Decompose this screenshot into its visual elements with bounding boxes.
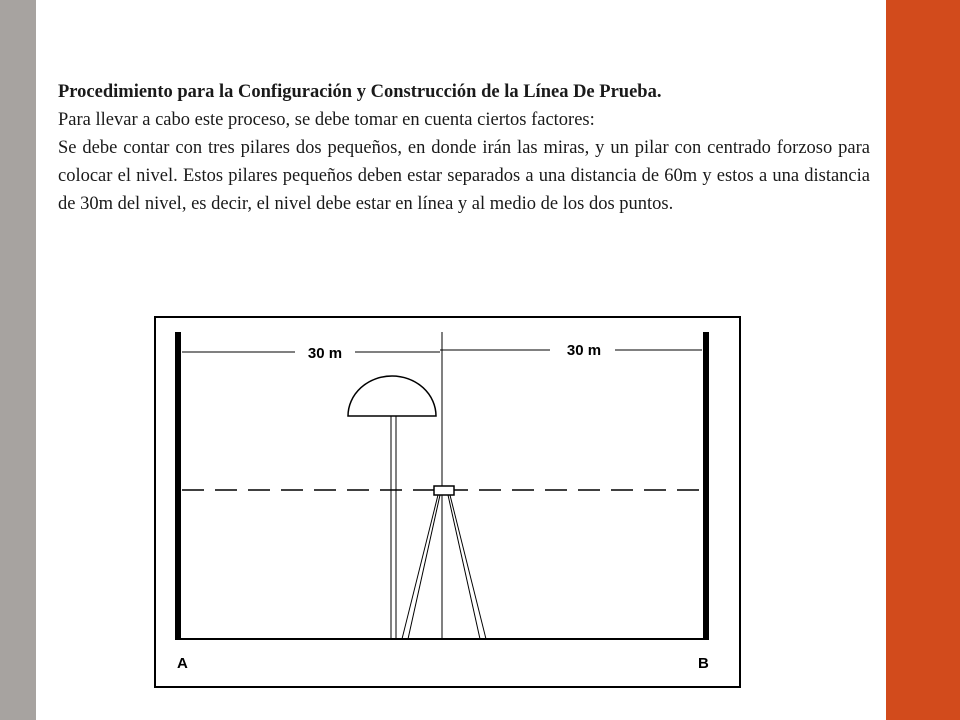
left-distance-label: 30 m	[307, 345, 343, 362]
right-distance-label: 30 m	[566, 342, 602, 359]
left-staff	[175, 332, 181, 640]
slide-heading: Procedimiento para la Configuración y Construcción de la Línea De Prueba.	[58, 82, 662, 102]
diagram-frame	[155, 317, 740, 687]
text-block	[58, 78, 870, 218]
left-decorative-bar	[0, 0, 36, 720]
test-line-diagram	[150, 312, 745, 692]
level-instrument	[434, 486, 454, 495]
point-a-label: A	[177, 655, 188, 672]
right-accent-bar	[886, 0, 960, 720]
intro-paragraph: Para llevar a cabo este proceso, se debe tomar en cuenta ciertos factores:	[58, 110, 595, 130]
body-paragraph: Se debe contar con tres pilares dos pequeños, en donde irán las miras, y un pilar con centrado forzoso para colocar el nivel. Estos pilares pequeños deben estar separados a una distancia de 60m y estos a una distancia de 30m del nivel, es decir, el nivel debe estar en línea y al medio de los dos puntos.	[58, 138, 870, 214]
right-staff	[703, 332, 709, 640]
point-b-label: B	[698, 655, 709, 672]
